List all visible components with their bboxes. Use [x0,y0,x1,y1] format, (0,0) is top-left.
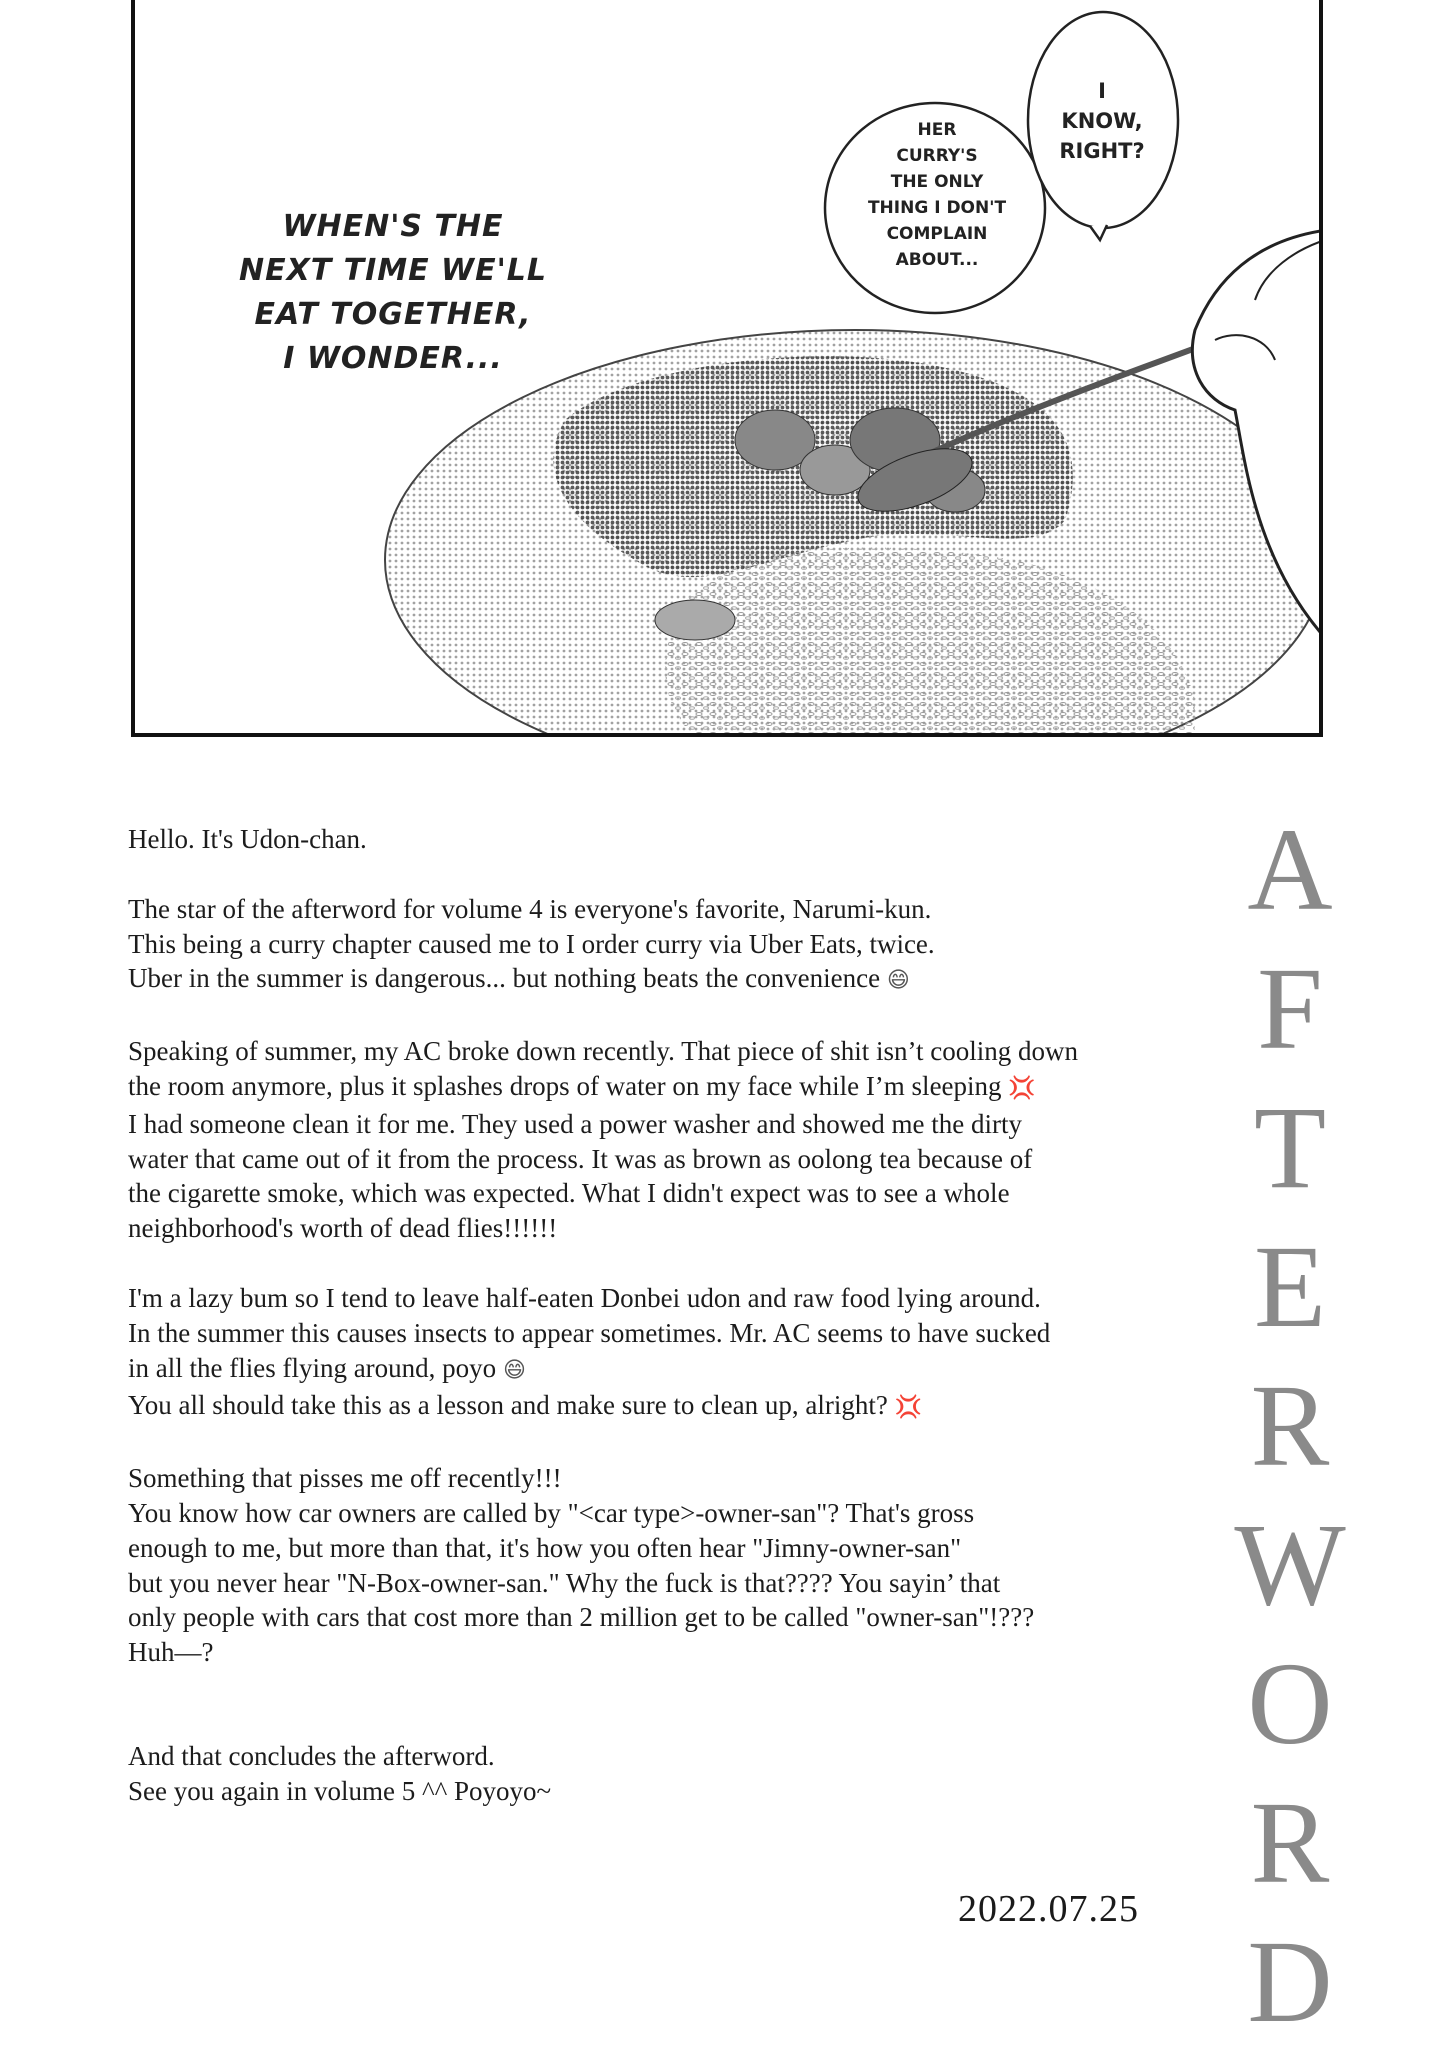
paragraph-5 [128,1739,1228,1809]
text-line: enough to me, but more than that, it's how you often hear "Jimny-owner-san" [128,1532,962,1563]
afterword-body [128,822,1228,1844]
speech-line: HER [917,120,957,140]
text-line: And that concludes the afterword. [128,1740,495,1771]
speech-text-left [862,117,1012,273]
text-fragment: the room anymore, plus it splashes drops of water on my face while I’m sleeping [128,1070,1002,1101]
text-fragment: Uber in the summer is dangerous... but nothing beats the convenience [128,963,881,994]
title-letter: R [1250,1360,1330,1491]
anger-emoji-icon: 💢 [894,1395,923,1421]
title-letter: O [1247,1638,1333,1769]
grin-emoji-icon: 😄 [886,968,910,994]
text-line: See you again in volume 5 ^^ Poyoyo~ [128,1775,552,1806]
speech-line: ABOUT... [895,250,979,270]
grin-emoji-icon: 😄 [502,1357,526,1383]
text-line: In the summer this causes insects to appear sometimes. Mr. AC seems to have sucked [128,1317,1051,1348]
narration-line: EAT TOGETHER, [254,297,532,332]
title-letter: A [1247,804,1333,935]
title-letter: W [1234,1499,1346,1630]
title-letter: R [1250,1777,1330,1908]
paragraph-1 [128,892,1228,999]
anger-emoji-icon: 💢 [1008,1075,1036,1101]
speech-text-right [1047,76,1157,166]
narration-line: WHEN'S THE [282,209,504,244]
speech-line: RIGHT? [1059,139,1145,163]
text-line: Huh—? [128,1637,214,1668]
speech-line: THING I DON'T [867,198,1007,218]
text-line: neighborhood's worth of dead flies!!!!!! [128,1213,558,1244]
text-line: The star of the afterword for volume 4 is everyone's favorite, Narumi-kun. [128,893,932,924]
paragraph-3 [128,1281,1228,1426]
text-fragment: in all the flies flying around, poyo [128,1352,497,1383]
title-letter: D [1247,1916,1333,2047]
text-line [128,1351,1228,1389]
title-letter: F [1257,943,1323,1074]
speech-line: KNOW, [1061,109,1143,133]
text-line [128,1388,1228,1426]
text-line: Something that pisses me off recently!!! [128,1463,562,1494]
speech-line: CURRY'S [896,146,978,166]
afterword-date: 2022.07.25 [958,1888,1139,1930]
greeting-paragraph [128,822,1228,857]
speech-line: I [1098,79,1106,103]
text-line [128,961,1228,999]
text-line: water that came out of it from the process. It was as brown as oolong tea because of [128,1143,1033,1174]
spacer [128,1705,1228,1739]
speech-line: COMPLAIN [886,224,988,244]
text-fragment: You all should take this as a lesson and make sure to clean up, alright? [128,1390,888,1421]
speech-line: THE ONLY [890,172,984,192]
paragraph-2 [128,1034,1228,1246]
afterword-title [1225,800,1355,2051]
narration-line: NEXT TIME WE'LL [238,253,548,288]
paragraph-4 [128,1461,1228,1670]
text-line: Speaking of summer, my AC broke down recently. That piece of shit isn’t cooling down [128,1036,1079,1067]
narration-caption [223,205,563,381]
text-line: You know how car owners are called by "<car type>-owner-san"? That's gross [128,1497,975,1528]
text-line: This being a curry chapter caused me to I order curry via Uber Eats, twice. [128,928,935,959]
text-line: the cigarette smoke, which was expected. What I didn't expect was to see a whole [128,1178,1010,1209]
text-line: I'm a lazy bum so I tend to leave half-eaten Donbei udon and raw food lying around. [128,1282,1041,1313]
narration-line: I WONDER... [283,341,503,376]
greeting-line: Hello. It's Udon-chan. [128,824,367,854]
text-line: only people with cars that cost more than 2 million get to be called "owner-san"!??? [128,1602,1035,1633]
title-letter: E [1253,1221,1327,1352]
text-line [128,1069,1228,1107]
manga-panel [131,0,1323,737]
text-line: I had someone clean it for me. They used a power washer and showed me the dirty [128,1108,1022,1139]
title-letter: T [1253,1082,1327,1213]
text-line: but you never hear "N-Box-owner-san." Why the fuck is that???? You sayin’ that [128,1567,1001,1598]
